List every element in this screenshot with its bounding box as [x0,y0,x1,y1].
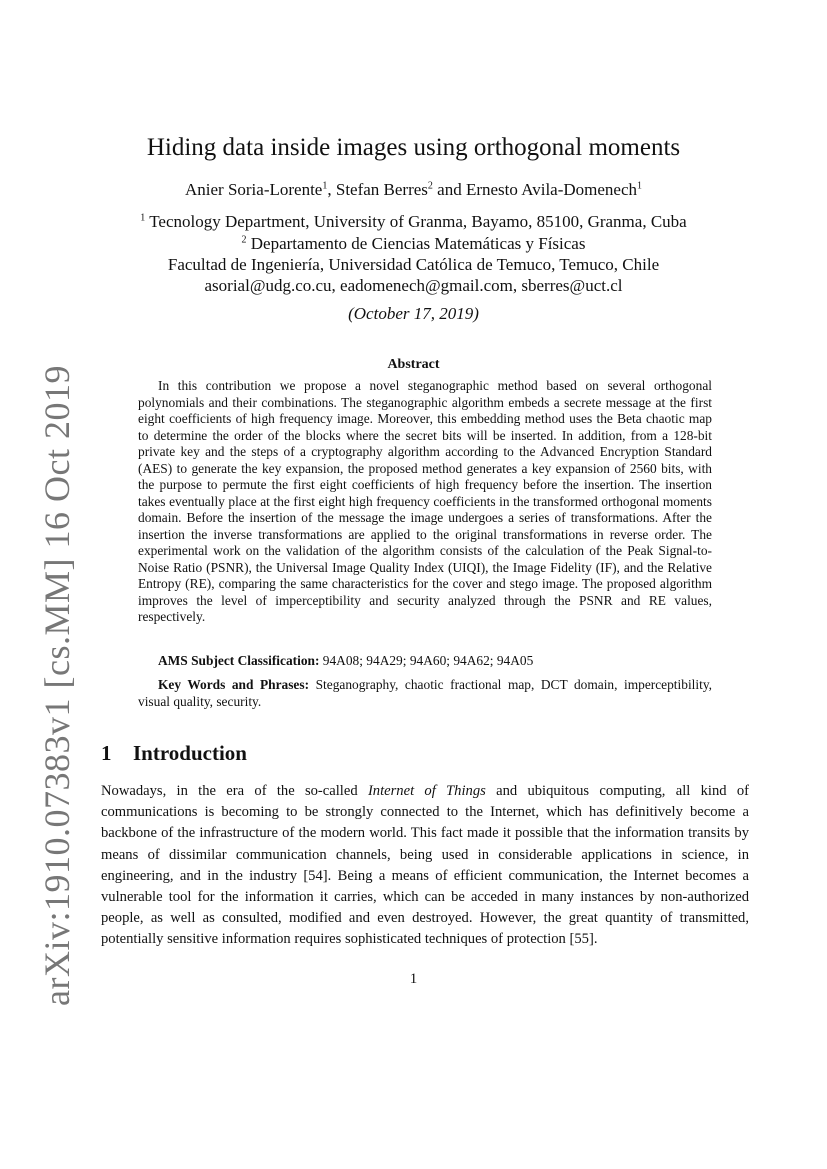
author-name: Anier Soria-Lorente [184,180,323,199]
author-affiliation-mark: 1 [322,180,328,192]
affiliation-mark: 1 [140,212,146,224]
paper-title: Hiding data inside images using orthogonal moments [146,134,681,161]
arxiv-identifier: arXiv:1910.07383v1 [cs.MM] 16 Oct 2019 [37,365,77,1006]
section-title: Introduction [133,741,247,765]
author-separator: , [327,180,336,199]
author-name: Stefan Berres [335,180,428,199]
ams-value: 94A08; 94A29; 94A60; 94A62; 94A05 [319,653,534,668]
intro-text-rest: and ubiquitous computing, all kind of communications is becoming to be strongly connected to the Internet, which has definitively become a backbone of the infrastructure of the modern world. This fact made it possible that the information transits by means of dissimilar communication channels, being used in considerable applications in science, in engineering, and in the industry [54]. Being a means of efficient communication, the Internet becomes a vulnerable tool for the information it carries, which can be acceded in many instances by non-authorized people, as well as consulted, modified and even destroyed. However, the great quantity of transmitted, potentially sensitive information requires sophisticated techniques of protection [55]. [101,783,749,948]
affiliation-text: Tecnology Department, University of Granma, Bayamo, 85100, Granma, Cuba [145,212,687,231]
intro-text-start: Nowadays, in the era of the so-called [101,783,368,799]
page-number: 1 [409,971,418,987]
author-emails: asorial@udg.co.cu, eadomenech@gmail.com, sberres@uct.cl [204,276,623,295]
intro-emphasis: Internet of Things [367,783,486,799]
author-affiliation-mark: 2 [427,180,433,192]
affiliation-2 [0,234,827,254]
abstract-heading: Abstract [387,357,440,372]
author-affiliation-mark: 1 [637,180,643,192]
author-name: Ernesto Avila-Domenech [465,180,638,199]
affiliation-mark: 2 [241,234,247,246]
section-number: 1 [101,741,112,765]
keywords-label: Key Words and Phrases: [158,677,310,692]
author-list [0,180,827,200]
affiliation-1 [0,212,827,232]
section-heading [101,741,247,766]
paper-date: (October 17, 2019) [348,304,479,323]
affiliation-text: Departamento de Ciencias Matemáticas y Físicas [246,234,586,253]
abstract-body: In this contribution we propose a novel steganographic method based on several orthogonal polynomials and their combinations. The steganographic algorithm embeds a secrete message at the first eight coefficients of high frequency image. Moreover, this embedding method uses the Beta chaotic map to determine the order of the blocks where the secret bits will be inserted. In addition, from a 128-bit private key and the steps of a cryptography algorithm according to the Advanced Encryption Standard (AES) to generate the key expansion, the proposed method generates a key expansion of 2560 bits, with the purpose to permute the first eight coefficients of high frequency before the insertion. The insertion takes eventually place at the first eight high frequency coefficients in the transformed orthogonal moments domain. Before the insertion of the message the image undergoes a series of transformations. After the insertion the inverse transformations are applied to the original transformations in reverse order. The experimental work on the validation of the algorithm consists of the calculation of the Peak Signal-to-Noise Ratio (PSNR), the Universal Image Quality Index (UIQI), the Image Fidelity (IF), and the Relative Entropy (RE), comparing the same characteristics for the cover and stego image. The proposed algorithm improves the level of imperceptibility and security analyzed through the PSNR and RE values, respectively. [138,378,712,624]
affiliation-3: Facultad de Ingeniería, Universidad Católica de Temuco, Temuco, Chile [167,255,660,274]
ams-classification [138,653,712,670]
keywords [138,677,712,710]
author-separator: and [432,180,466,199]
ams-label: AMS Subject Classification: [158,653,320,668]
keywords-value: Steganography, chaotic fractional map, DCT domain, imperceptibility, visual quality, security. [138,677,712,709]
intro-paragraph [101,781,749,951]
